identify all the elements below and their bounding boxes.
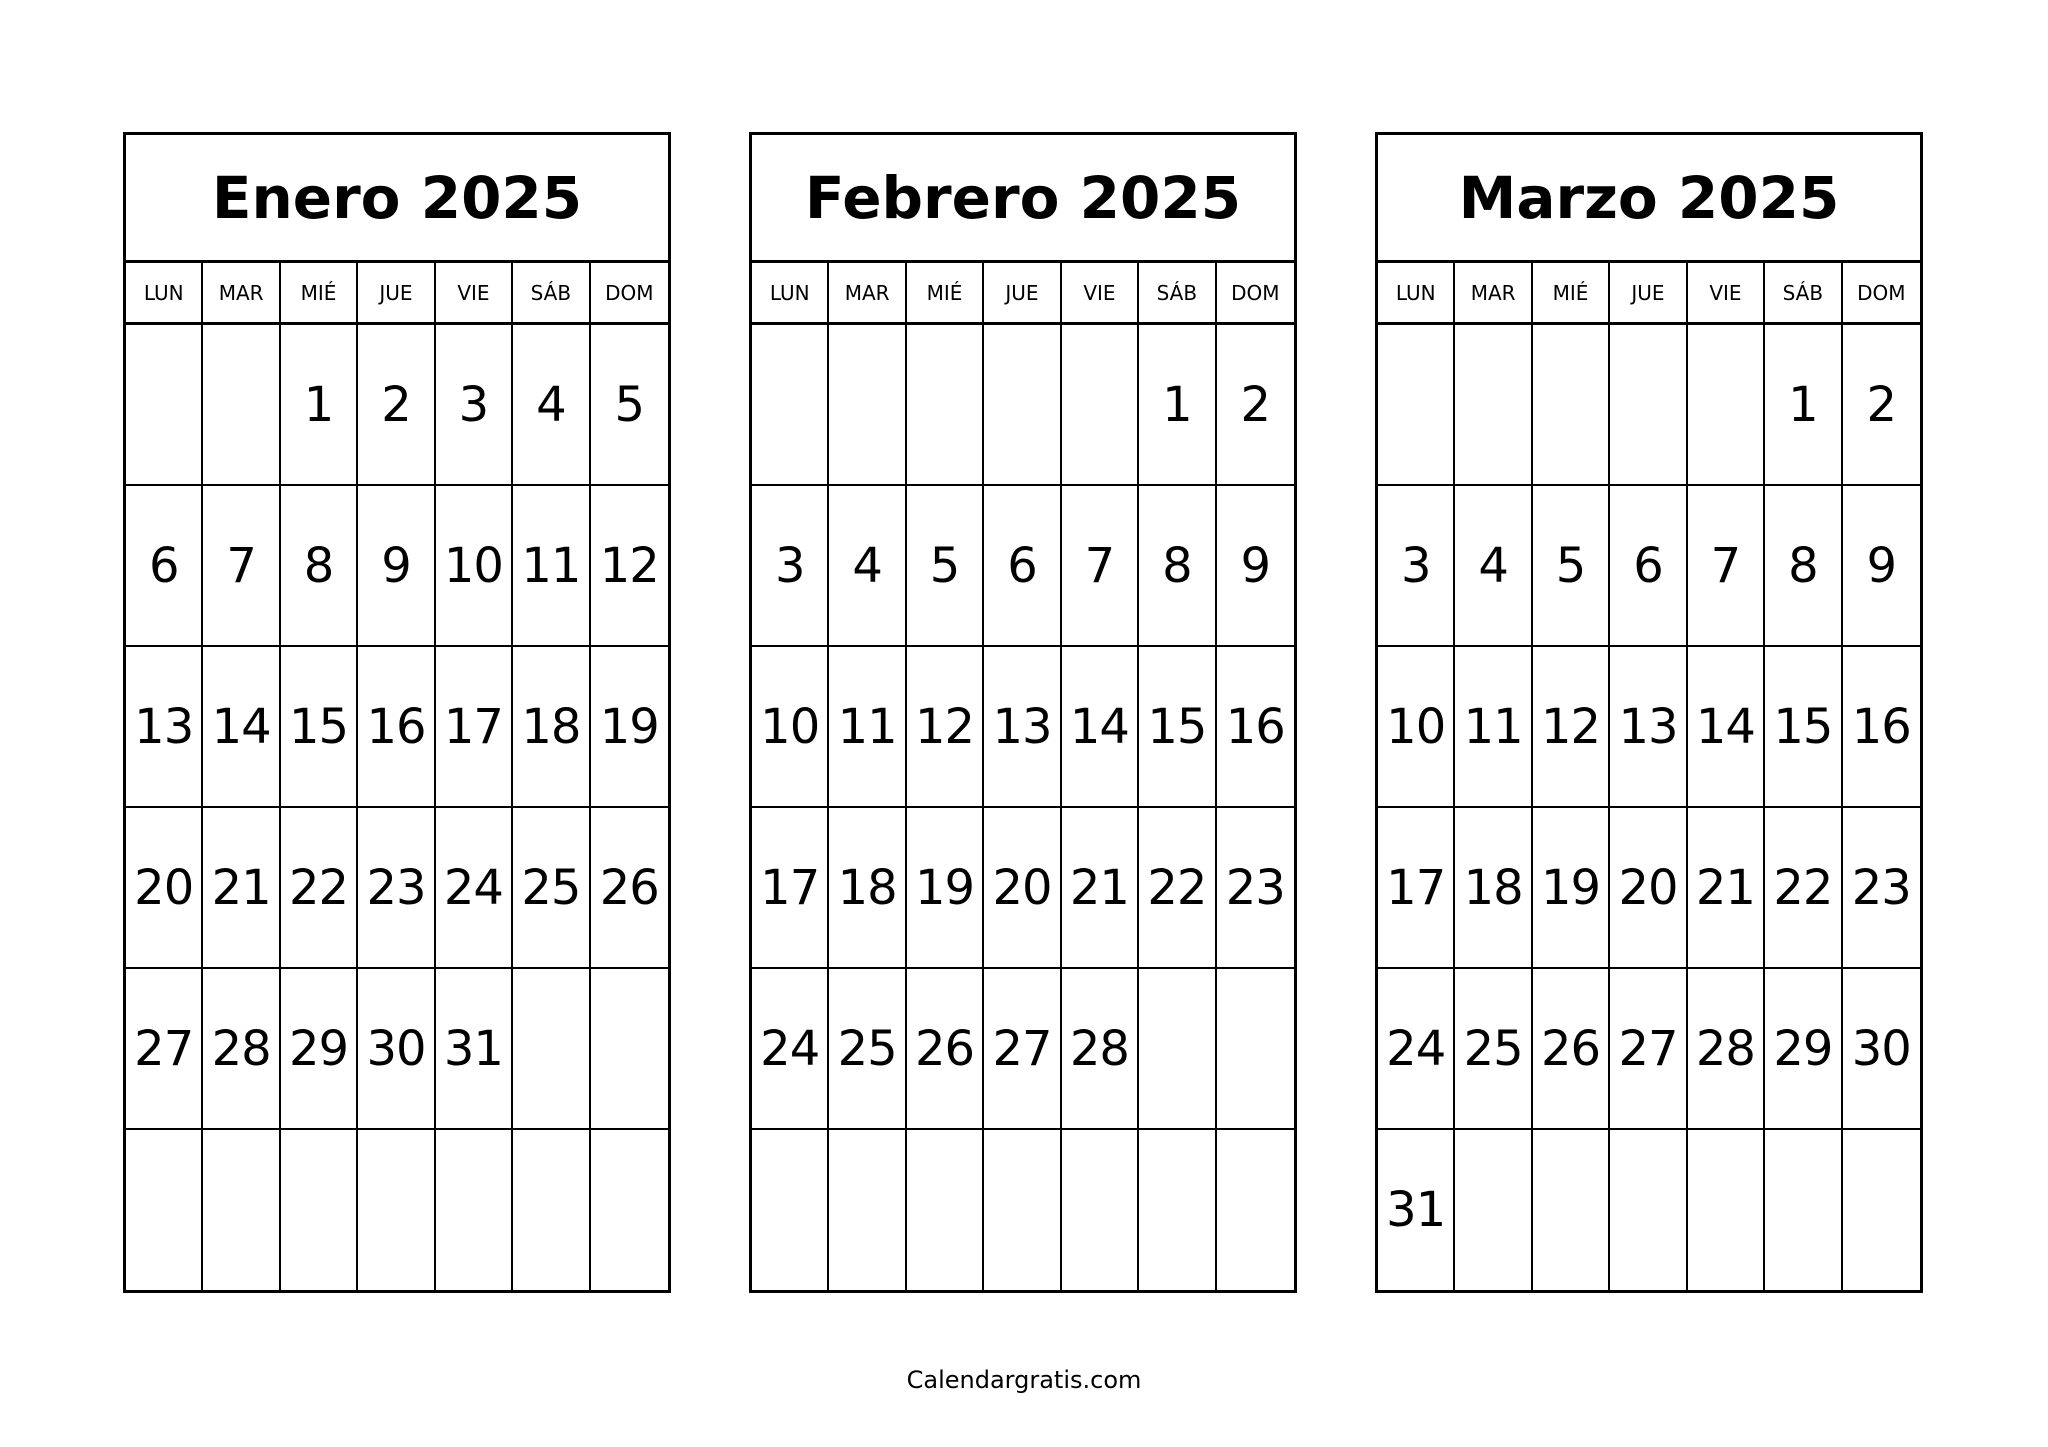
day-cell: 7 [1688, 486, 1765, 645]
day-cell: 16 [358, 647, 435, 806]
day-cell: 29 [1765, 969, 1842, 1128]
empty-day-cell [513, 1130, 590, 1290]
weekday-label: LUN [126, 263, 203, 322]
weekday-label: VIE [436, 263, 513, 322]
day-cell: 5 [907, 486, 984, 645]
day-cell: 30 [358, 969, 435, 1128]
day-cell: 19 [1533, 808, 1610, 967]
day-cell: 2 [1240, 376, 1271, 433]
day-cell: 30 [1851, 1020, 1911, 1077]
month-title: Enero 2025 [126, 135, 668, 263]
day-cell: 10 [752, 647, 829, 806]
weekday-label: LUN [1378, 263, 1455, 322]
empty-day-cell [1217, 969, 1294, 1128]
empty-day-cell [1610, 325, 1687, 484]
day-cell: 28 [203, 969, 280, 1128]
weeks-grid [1378, 325, 1920, 1290]
month-calendar-febrero [749, 132, 1297, 1293]
day-cell: 21 [1062, 808, 1139, 967]
day-cell: 12 [907, 647, 984, 806]
day-cell: 16 [1851, 698, 1911, 755]
month-title: Febrero 2025 [752, 135, 1294, 263]
day-cell: 25 [513, 808, 590, 967]
weekday-label: LUN [752, 263, 829, 322]
empty-day-cell [513, 969, 590, 1128]
empty-day-cell [752, 1130, 829, 1290]
empty-day-cell [829, 325, 906, 484]
week-row [752, 325, 1294, 486]
weekday-label: VIE [1062, 263, 1139, 322]
day-cell: 23 [1851, 859, 1911, 916]
day-cell: 6 [126, 486, 203, 645]
day-cell: 4 [1455, 486, 1532, 645]
empty-day-cell [984, 325, 1061, 484]
weekday-label: MIÉ [907, 263, 984, 322]
day-cell: 15 [1765, 647, 1842, 806]
day-cell: 15 [281, 647, 358, 806]
day-cell: 22 [1139, 808, 1216, 967]
day-cell: 17 [752, 808, 829, 967]
week-row [1378, 486, 1920, 647]
empty-day-cell [1533, 325, 1610, 484]
week-row [126, 647, 668, 808]
day-cell: 24 [1378, 969, 1455, 1128]
week-row [126, 325, 668, 486]
week-row [752, 647, 1294, 808]
week-row [1378, 1130, 1920, 1290]
week-row [126, 1130, 668, 1290]
day-cell: 21 [203, 808, 280, 967]
day-cell: 13 [1610, 647, 1687, 806]
empty-day-cell [907, 325, 984, 484]
day-cell: 21 [1688, 808, 1765, 967]
day-cell: 6 [1610, 486, 1687, 645]
day-cell: 22 [281, 808, 358, 967]
empty-day-cell [203, 325, 280, 484]
weekday-label: SÁB [513, 263, 590, 322]
day-cell: 13 [126, 647, 203, 806]
day-cell: 17 [1378, 808, 1455, 967]
day-cell: 18 [513, 647, 590, 806]
day-cell: 20 [126, 808, 203, 967]
day-cell: 27 [126, 969, 203, 1128]
empty-day-cell [1533, 1130, 1610, 1290]
week-row [1378, 969, 1920, 1130]
empty-day-cell [591, 969, 668, 1128]
empty-day-cell [436, 1130, 513, 1290]
day-cell: 13 [984, 647, 1061, 806]
week-row [126, 486, 668, 647]
empty-day-cell [591, 1130, 668, 1290]
day-cell: 24 [752, 969, 829, 1128]
day-cell: 27 [984, 969, 1061, 1128]
empty-day-cell [1688, 1130, 1765, 1290]
week-row [1378, 647, 1920, 808]
day-cell: 31 [436, 969, 513, 1128]
empty-day-cell [1455, 325, 1532, 484]
empty-day-cell [1843, 1130, 1920, 1290]
day-cell: 28 [1688, 969, 1765, 1128]
empty-day-cell [281, 1130, 358, 1290]
month-calendar-marzo [1375, 132, 1923, 1293]
day-cell: 12 [1533, 647, 1610, 806]
day-cell: 20 [984, 808, 1061, 967]
day-cell: 7 [203, 486, 280, 645]
day-cell: 3 [1378, 486, 1455, 645]
weekday-label: MAR [203, 263, 280, 322]
day-cell: 20 [1610, 808, 1687, 967]
weekday-label: JUE [358, 263, 435, 322]
day-cell: 4 [829, 486, 906, 645]
day-cell: 15 [1139, 647, 1216, 806]
weeks-grid [126, 325, 668, 1290]
day-cell: 19 [907, 808, 984, 967]
empty-day-cell [1765, 1130, 1842, 1290]
week-row [126, 969, 668, 1130]
day-cell: 9 [1866, 537, 1897, 594]
day-cell: 16 [1225, 698, 1285, 755]
empty-day-cell [1139, 969, 1216, 1128]
empty-day-cell [1062, 1130, 1139, 1290]
weekday-label: DOM [605, 280, 654, 305]
day-cell: 14 [1688, 647, 1765, 806]
day-cell: 31 [1378, 1130, 1455, 1290]
empty-day-cell [1217, 1130, 1294, 1290]
day-cell: 11 [513, 486, 590, 645]
weekday-label: MIÉ [281, 263, 358, 322]
empty-day-cell [1139, 1130, 1216, 1290]
day-cell: 8 [1765, 486, 1842, 645]
weekday-header-row [1378, 263, 1920, 325]
empty-day-cell [829, 1130, 906, 1290]
month-title: Marzo 2025 [1378, 135, 1920, 263]
empty-day-cell [907, 1130, 984, 1290]
day-cell: 29 [281, 969, 358, 1128]
day-cell: 28 [1062, 969, 1139, 1128]
day-cell: 18 [1455, 808, 1532, 967]
day-cell: 22 [1765, 808, 1842, 967]
week-row [752, 808, 1294, 969]
day-cell: 14 [1062, 647, 1139, 806]
day-cell: 7 [1062, 486, 1139, 645]
day-cell: 23 [1225, 859, 1285, 916]
day-cell: 1 [1765, 325, 1842, 484]
weekday-label: JUE [1610, 263, 1687, 322]
day-cell: 5 [614, 376, 645, 433]
day-cell: 1 [1139, 325, 1216, 484]
week-row [752, 486, 1294, 647]
day-cell: 19 [599, 698, 659, 755]
day-cell: 23 [358, 808, 435, 967]
empty-day-cell [984, 1130, 1061, 1290]
day-cell: 1 [281, 325, 358, 484]
day-cell: 9 [1240, 537, 1271, 594]
empty-day-cell [358, 1130, 435, 1290]
empty-day-cell [1610, 1130, 1687, 1290]
day-cell: 3 [436, 325, 513, 484]
weekday-label: MIÉ [1533, 263, 1610, 322]
empty-day-cell [1062, 325, 1139, 484]
footer-site-name: Calendargratis.com [906, 1366, 1142, 1394]
day-cell: 17 [436, 647, 513, 806]
day-cell: 6 [984, 486, 1061, 645]
weekday-label: VIE [1688, 263, 1765, 322]
empty-day-cell [1378, 325, 1455, 484]
week-row [752, 1130, 1294, 1290]
day-cell: 11 [829, 647, 906, 806]
day-cell: 26 [599, 859, 659, 916]
day-cell: 8 [1139, 486, 1216, 645]
weekday-header-row [126, 263, 668, 325]
weekday-label: JUE [984, 263, 1061, 322]
empty-day-cell [126, 325, 203, 484]
day-cell: 10 [1378, 647, 1455, 806]
day-cell: 11 [1455, 647, 1532, 806]
week-row [1378, 325, 1920, 486]
day-cell: 27 [1610, 969, 1687, 1128]
empty-day-cell [126, 1130, 203, 1290]
day-cell: 14 [203, 647, 280, 806]
weekday-label: SÁB [1765, 263, 1842, 322]
day-cell: 18 [829, 808, 906, 967]
weekday-label: DOM [1231, 280, 1280, 305]
empty-day-cell [1688, 325, 1765, 484]
day-cell: 10 [436, 486, 513, 645]
day-cell: 25 [829, 969, 906, 1128]
day-cell: 25 [1455, 969, 1532, 1128]
day-cell: 26 [907, 969, 984, 1128]
weekday-label: DOM [1857, 280, 1906, 305]
weekday-label: MAR [829, 263, 906, 322]
day-cell: 26 [1533, 969, 1610, 1128]
day-cell: 5 [1533, 486, 1610, 645]
day-cell: 4 [513, 325, 590, 484]
empty-day-cell [1455, 1130, 1532, 1290]
week-row [752, 969, 1294, 1130]
week-row [126, 808, 668, 969]
day-cell: 8 [281, 486, 358, 645]
weeks-grid [752, 325, 1294, 1290]
day-cell: 9 [358, 486, 435, 645]
weekday-label: SÁB [1139, 263, 1216, 322]
day-cell: 3 [752, 486, 829, 645]
empty-day-cell [203, 1130, 280, 1290]
day-cell: 12 [599, 537, 659, 594]
empty-day-cell [752, 325, 829, 484]
weekday-label: MAR [1455, 263, 1532, 322]
day-cell: 24 [436, 808, 513, 967]
weekday-header-row [752, 263, 1294, 325]
week-row [1378, 808, 1920, 969]
day-cell: 2 [1866, 376, 1897, 433]
month-calendar-enero [123, 132, 671, 1293]
day-cell: 2 [358, 325, 435, 484]
